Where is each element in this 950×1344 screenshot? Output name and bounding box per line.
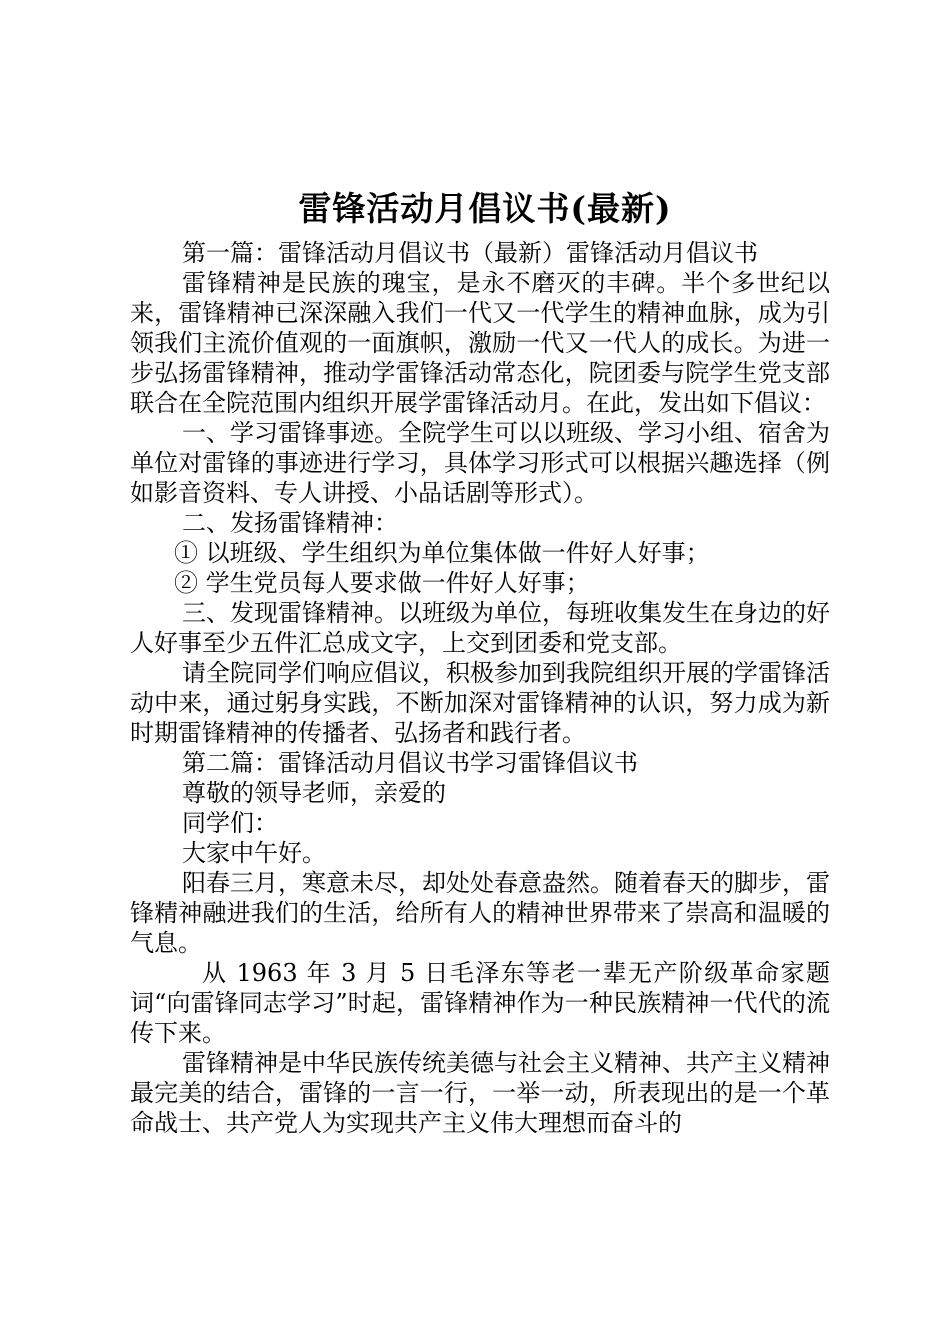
list-item: ② 学生党员每人要求做一件好人好事； [174,569,590,597]
body-paragraph: 雷锋精神是中华民族传统美德与社会主义精神、共产主义精神最完美的结合，雷锋的一言一行，一举一动，所表现出的是一个革命战士、共产党人为实现共产主义伟大理想而奋斗的 [130,1049,830,1137]
section-heading-2: 第二篇：雷锋活动月倡议书学习雷锋倡议书 [182,749,638,777]
body-paragraph: 三、发现雷锋精神。以班级为单位，每班收集发生在身边的好人好事至少五件汇总成文字，上交到团委和党支部。 [130,599,830,657]
body-paragraph: 请全院同学们响应倡议，积极参加到我院组织开展的学雷锋活动中来，通过躬身实践，不断加深对雷锋精神的认识，努力成为新时期雷锋精神的传播者、弘扬者和践行者。 [130,659,830,747]
list-item: ① 以班级、学生组织为单位集体做一件好人好事； [174,539,710,567]
section-heading-1: 第一篇：雷锋活动月倡议书（最新）雷锋活动月倡议书 [182,239,758,267]
greeting: 大家中午好。 [182,839,326,867]
body-paragraph: 一、学习雷锋事迹。全院学生可以以班级、学习小组、宿舍为单位对雷锋的事迹进行学习，具体学习形式可以根据兴趣选择（例如影音资料、专人讲授、小品话剧等形式）。 [130,419,830,507]
body-paragraph: 二、发扬雷锋精神： [182,509,398,537]
document-title: 雷锋活动月倡议书(最新) [298,189,672,228]
body-paragraph: 阳春三月，寒意未尽，却处处春意盎然。随着春天的脚步，雷锋精神融进我们的生活，给所有人的精神世界带来了崇高和温暖的气息。 [130,869,830,957]
salutation: 同学们： [182,809,278,837]
body-paragraph: 从 1963 年 3 月 5 日毛泽东等老一辈无产阶级革命家题词“向雷锋同志学习”时起，雷锋精神作为一种民族精神一代代的流传下来。 [130,959,830,1047]
document-page [130,180,830,1138]
body-paragraph: 雷锋精神是民族的瑰宝，是永不磨灭的丰碑。半个多世纪以来，雷锋精神已深深融入我们一代又一代学生的精神血脉，成为引领我们主流价值观的一面旗帜，激励一代又一代人的成长。为进一步弘扬雷锋精神，推动学雷锋活动常态化，院团委与院学生党支部联合在全院范围内组织开展学雷锋活动月。在此，发出如下倡议： [130,269,830,417]
salutation: 尊敬的领导老师，亲爱的 [182,779,446,807]
